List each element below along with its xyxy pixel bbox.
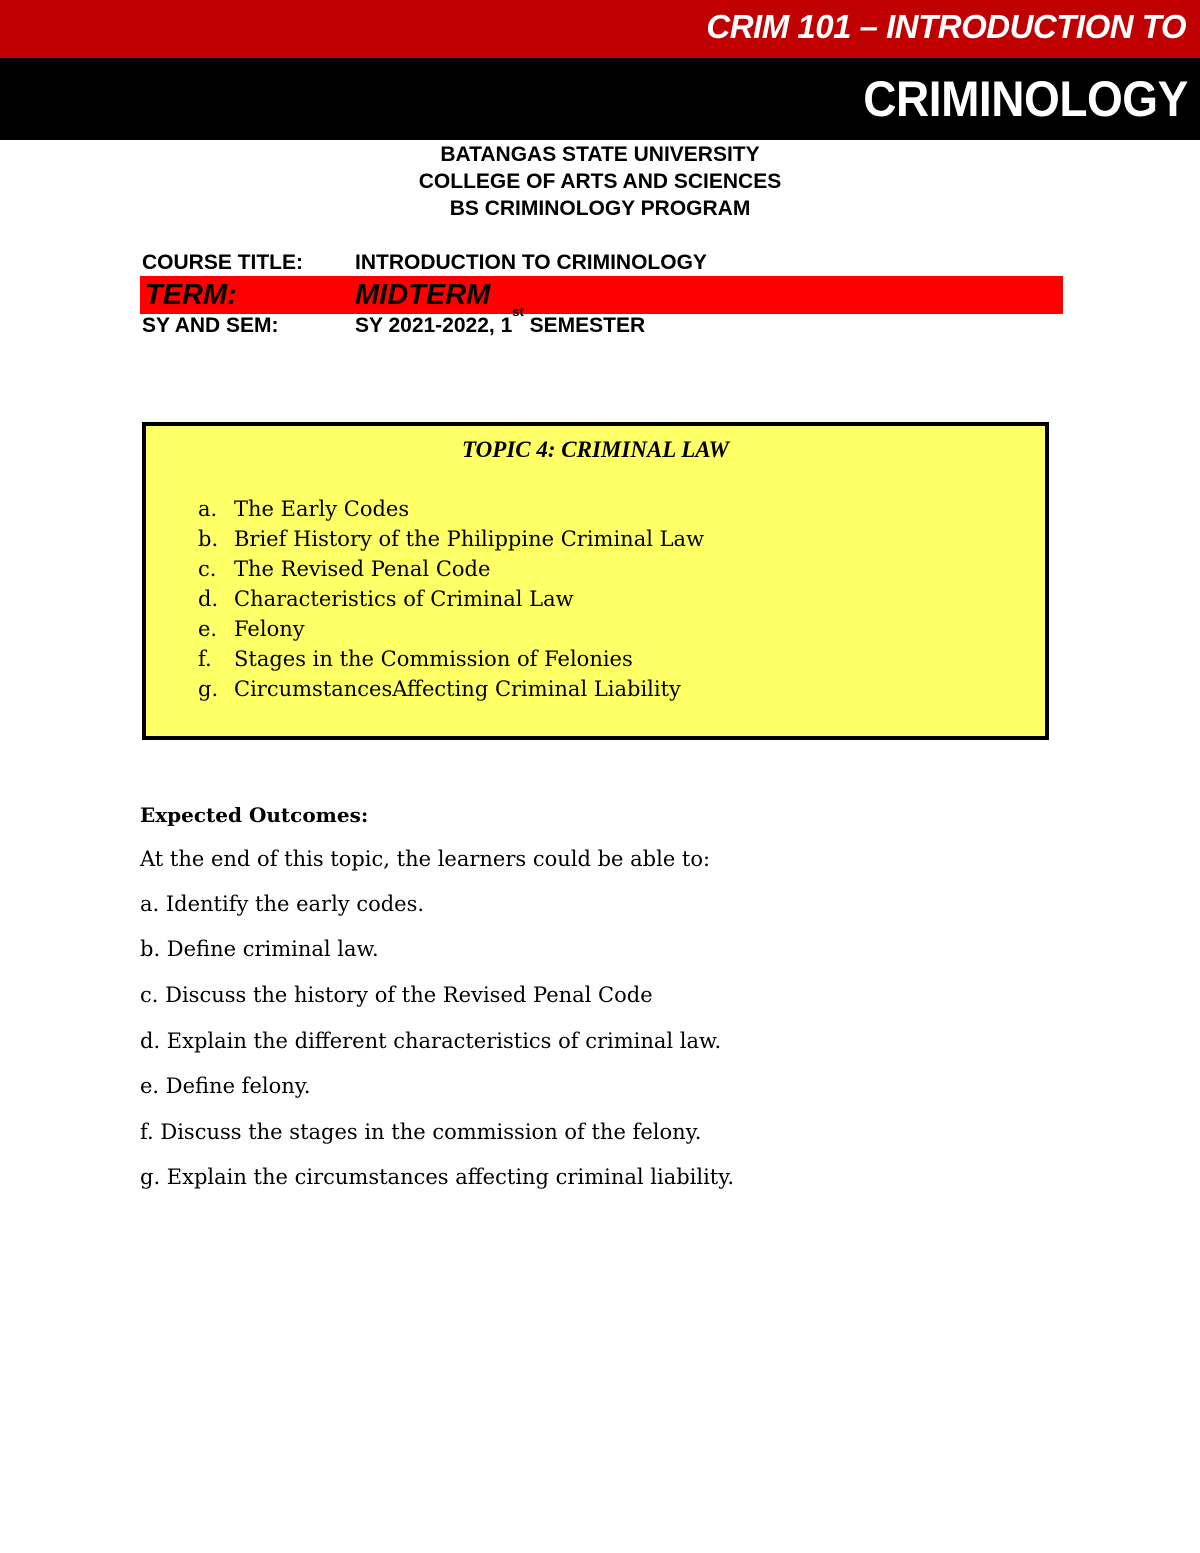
course-code-heading: CRIM 101 – INTRODUCTION TO: [706, 8, 1186, 45]
header-band-black: [0, 58, 1200, 140]
outcome-item: c. Discuss the history of the Revised Penal Code: [140, 983, 653, 1007]
outcome-item: g. Explain the circumstances affecting criminal liability.: [140, 1165, 734, 1189]
topic-item: c. The Revised Penal Code: [198, 557, 491, 581]
topic-item: b. Brief History of the Philippine Criminal Law: [198, 527, 705, 551]
term-value: MIDTERM: [355, 279, 491, 311]
term-label: TERM:: [145, 279, 237, 311]
topic-list: [198, 494, 704, 704]
outcome-item: a. Identify the early codes.: [140, 892, 425, 916]
header-band-red: [0, 0, 1200, 58]
outcome-item: f. Discuss the stages in the commission of the felony.: [140, 1120, 702, 1144]
program-name: BS CRIMINOLOGY PROGRAM: [449, 197, 751, 220]
topic-item: a. The Early Codes: [198, 497, 410, 521]
course-title-row: [140, 248, 1063, 278]
outcomes-intro: At the end of this topic, the learners could be able to:: [140, 847, 711, 871]
topic-item: d. Characteristics of Criminal Law: [198, 587, 574, 611]
topic-item: f. Stages in the Commission of Felonies: [198, 647, 633, 671]
sy-sem-value: SY 2021-2022, 1st SEMESTER: [355, 304, 646, 337]
sy-sem-label: SY AND SEM:: [142, 314, 279, 337]
university-name: BATANGAS STATE UNIVERSITY: [440, 143, 760, 166]
outcomes-heading: Expected Outcomes:: [140, 803, 369, 827]
course-title-value: INTRODUCTION TO CRIMINOLOGY: [355, 251, 707, 274]
topic-box: [142, 422, 1049, 740]
topic-item: e. Felony: [198, 617, 305, 641]
course-title-label: COURSE TITLE:: [142, 251, 303, 274]
topic-title: TOPIC 4: CRIMINAL LAW: [462, 437, 729, 462]
outcome-item: d. Explain the different characteristics of criminal law.: [140, 1029, 722, 1053]
college-name: COLLEGE OF ARTS AND SCIENCES: [418, 170, 782, 193]
sy-sem-row: [140, 304, 1063, 341]
outcome-item: e. Define felony.: [140, 1074, 311, 1098]
topic-item: g. CircumstancesAffecting Criminal Liability: [198, 677, 681, 701]
outcome-item: b. Define criminal law.: [140, 937, 379, 961]
term-row: [140, 276, 1063, 314]
course-name-heading: CRIMINOLOGY: [863, 71, 1188, 127]
